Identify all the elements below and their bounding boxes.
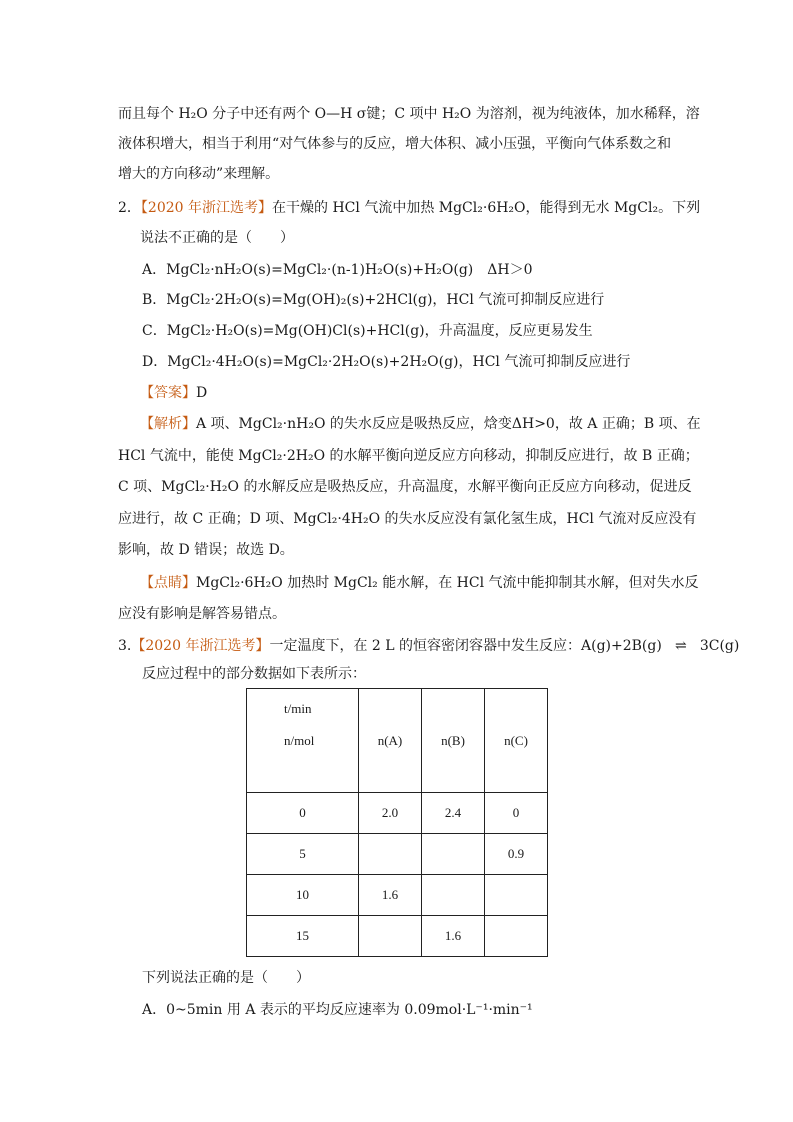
table-header-cell: n(A) [359,689,422,793]
question-stem-cont: 说法不正确的是（ ） [140,230,294,246]
table-corner-cell [247,689,359,793]
text-line: 液体积增大，相当于利用“对气体参与的反应，增大体积、减小压强，平衡向气体系数之和 [118,136,672,152]
question-number: 2． [118,200,141,216]
analysis-tag: 【解析】 [140,416,196,432]
equilibrium-arrow-icon: ⇌ [674,638,687,654]
tip-line [140,573,699,593]
table-cell [359,834,422,875]
table-cell [359,916,422,957]
table-header-cell: n(B) [422,689,485,793]
question-stem-end: 3C(g) [699,638,740,654]
option-b: B．MgCl₂·2H₂O(s)=Mg(OH)₂(s)+2HCl(g)，HCl 气流可抑制反应进行 [142,292,605,308]
question-stem: 一定温度下，在 2 L 的恒容密闭容器中发生反应：A(g)+2B(g) [269,638,662,654]
analysis-text: A 项、MgCl₂·nH₂O 的失水反应是吸热反应，焓变ΔH>0，故 A 正确；B 项、在 [196,416,701,432]
question-prompt: 下列说法正确的是（ ） [142,970,310,986]
analysis-line: 影响，故 D 错误；故选 D。 [118,542,294,558]
table-cell: 0 [485,793,548,834]
table-cell: 5 [247,834,359,875]
text-line: 增大的方向移动”来理解。 [118,166,280,182]
answer-line [140,383,207,403]
tip-tag: 【点睛】 [140,575,196,591]
option-a: A．0~5min 用 A 表示的平均反应速率为 0.09mol·L⁻¹·min⁻¹ [142,1002,533,1018]
option-a: A．MgCl₂·nH₂O(s)=MgCl₂·(n-1)H₂O(s)+H₂O(g) ΔH＞0 [142,262,533,278]
question-stem: 在干燥的 HCl 气流中加热 MgCl₂·6H₂O，能得到无水 MgCl₂。下列 [272,200,701,216]
corner-bottom-label: n/mol [284,733,315,748]
table-cell: 10 [247,875,359,916]
table-cell: 2.0 [359,793,422,834]
answer-tag: 【答案】 [140,385,196,401]
data-table [246,688,548,957]
text-line: 而且每个 H₂O 分子中还有两个 O—H σ键；C 项中 H₂O 为溶剂，视为纯液体，加水稀释，溶 [118,106,700,122]
question-2-stem [118,198,700,218]
analysis-line: C 项、MgCl₂·H₂O 的水解反应是吸热反应，升高温度，水解平衡向正反应方向移动，促进反 [118,479,692,495]
table-cell [422,834,485,875]
tip-text: MgCl₂·6H₂O 加热时 MgCl₂ 能水解，在 HCl 气流中能抑制其水解，但对失水反 [196,575,699,591]
table-cell: 1.6 [359,875,422,916]
analysis-line: HCl 气流中，能使 MgCl₂·2H₂O 的水解平衡向逆反应方向移动，抑制反应进行，故 B 正确； [118,448,699,464]
table-row [247,834,548,875]
table-header-cell: n(C) [485,689,548,793]
table-header-row [247,689,548,793]
table-cell [422,875,485,916]
table-cell: 0 [247,793,359,834]
table-cell: 0.9 [485,834,548,875]
question-3-stem [118,636,739,656]
question-source: 【2020 年浙江选考】 [140,200,273,216]
answer-value: D [196,385,208,401]
tip-line: 应没有影响是解答易错点。 [118,606,286,622]
table-cell: 2.4 [422,793,485,834]
question-number: 3. [118,638,132,654]
table-row [247,793,548,834]
question-source: 【2020 年浙江选考】 [131,638,270,654]
table-cell [485,875,548,916]
table-row [247,916,548,957]
table-cell [485,916,548,957]
corner-top-label: t/min [284,701,312,716]
question-stem-cont: 反应过程中的部分数据如下表所示： [142,666,366,682]
table-cell: 1.6 [422,916,485,957]
analysis-line [140,414,701,434]
analysis-line: 应进行，故 C 正确；D 项、MgCl₂·4H₂O 的失水反应没有氯化氢生成，HCl 气流对反应没有 [118,511,697,527]
option-c: C．MgCl₂·H₂O(s)=Mg(OH)Cl(s)+HCl(g)，升高温度，反应更易发生 [142,323,593,339]
option-d: D．MgCl₂·4H₂O(s)=MgCl₂·2H₂O(s)+2H₂O(g)，HCl 气流可抑制反应进行 [142,354,631,370]
table-row [247,875,548,916]
table-cell: 15 [247,916,359,957]
